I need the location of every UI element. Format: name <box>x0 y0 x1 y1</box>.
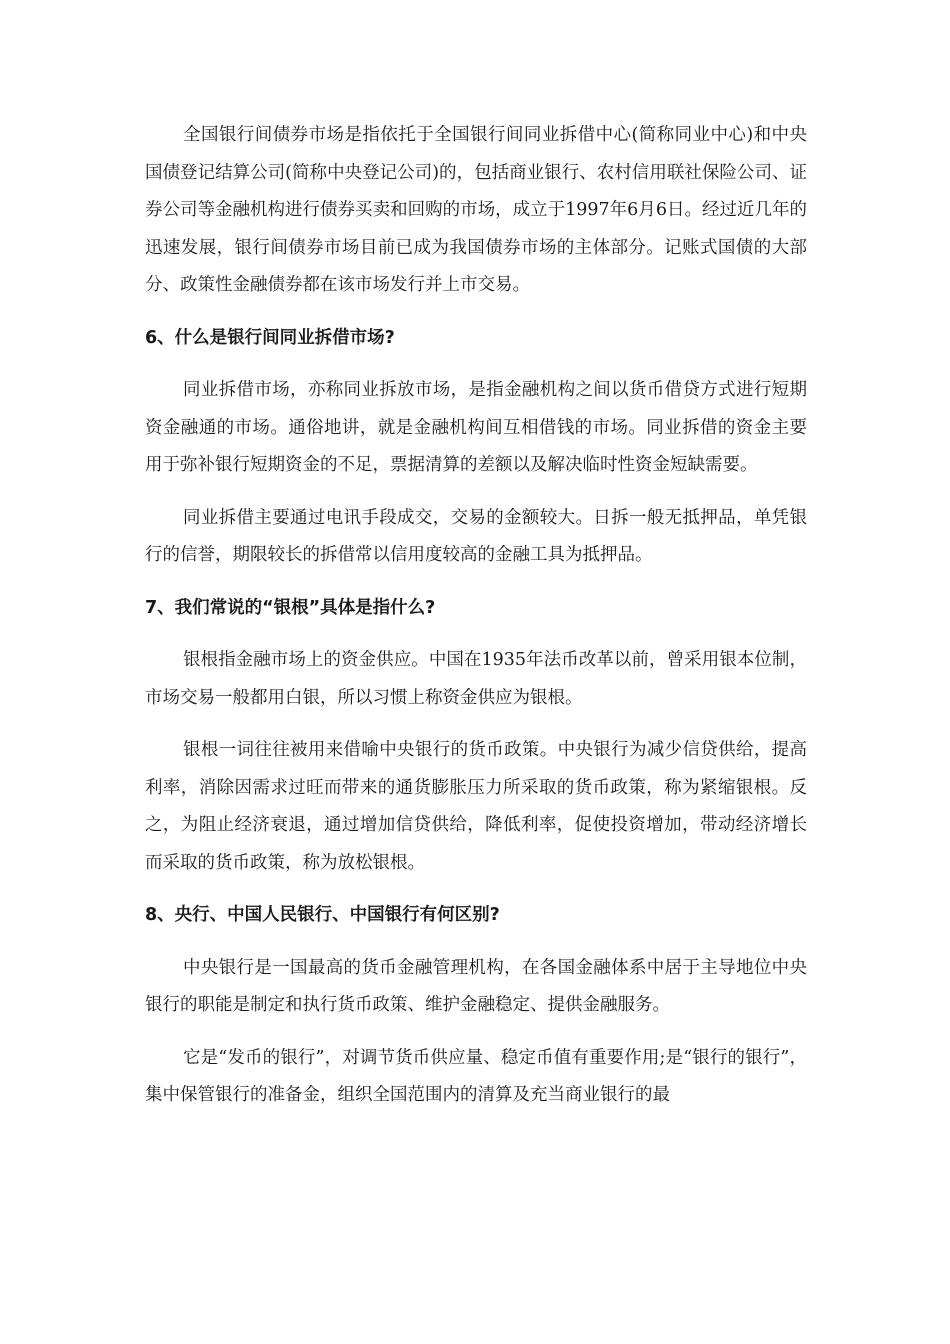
heading-question-7: 7、我们常说的“银根”具体是指什么? <box>145 597 436 618</box>
paragraph-lending-methods: 同业拆借主要通过电讯手段成交，交易的金额较大。日拆一般无抵押品，单凭银行的信誉，期限较长的拆借常以信用度较高的金融工具为抵押品。 <box>145 507 807 565</box>
document-page <box>145 117 807 1115</box>
heading-question-8: 8、央行、中国人民银行、中国银行有何区别? <box>145 905 500 925</box>
paragraph-yingen-policy: 银根一词往往被用来借喻中央银行的货币政策。中央银行为减少信贷供给，提高利率，消除因需求过旺而带来的通货膨胀压力所采取的货币政策，称为紧缩银根。反之，为阻止经济衰退，通过增加信贷供给，降低利率，促使投资增加，带动经济增长而采取的货币政策，称为放松银根。 <box>145 740 807 873</box>
paragraph-interbank-lending: 同业拆借市场，亦称同业拆放市场，是指金融机构之间以货币借贷方式进行短期资金融通的市场。通俗地讲，就是金融机构间互相借钱的市场。同业拆借的资金主要用于弥补银行短期资金的不足，票据清算的差额以及解决临时性资金短缺需要。 <box>145 380 807 475</box>
paragraph-central-bank: 中央银行是一国最高的货币金融管理机构，在各国金融体系中居于主导地位中央银行的职能是制定和执行货币政策、维护金融稳定、提供金融服务。 <box>145 957 807 1015</box>
heading-question-6: 6、什么是银行间同业拆借市场? <box>145 327 395 348</box>
paragraph-yingen-definition: 银根指金融市场上的资金供应。中国在1935年法币改革以前，曾采用银本位制，市场交易一般都用白银，所以习惯上称资金供应为银根。 <box>145 650 807 708</box>
paragraph-central-bank-roles: 它是“发币的银行”，对调节货币供应量、稳定币值有重要作用;是“银行的银行”，集中保管银行的准备金，组织全国范围内的清算及充当商业银行的最 <box>145 1047 807 1105</box>
paragraph-bond-market: 全国银行间债券市场是指依托于全国银行间同业拆借中心(简称同业中心)和中央国债登记结算公司(简称中央登记公司)的，包括商业银行、农村信用联社保险公司、证券公司等金融机构进行债券买卖和回购的市场，成立于1997年6月6日。经过近几年的迅速发展，银行间债券市场目前已成为我国债券市场的主体部分。记账式国债的大部分、政策性金融债券都在该市场发行并上市交易。 <box>145 125 807 295</box>
